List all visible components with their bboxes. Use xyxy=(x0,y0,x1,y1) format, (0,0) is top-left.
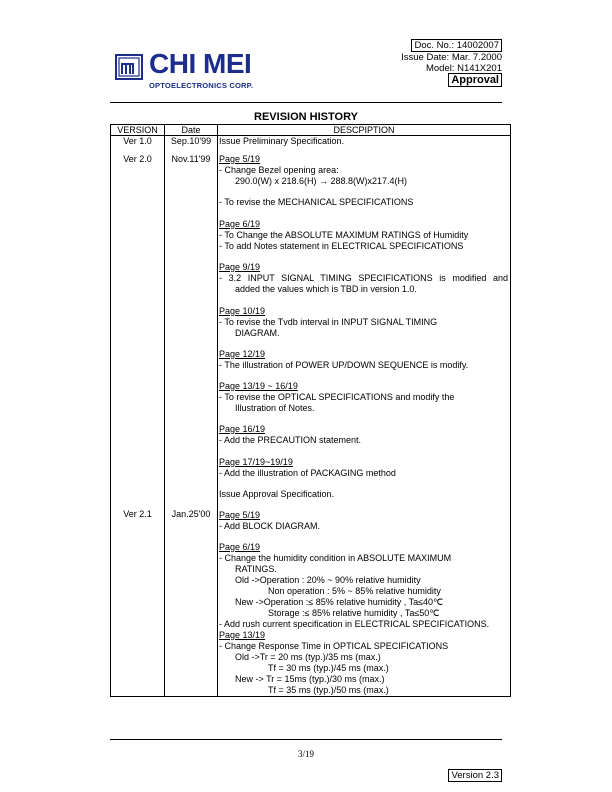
model-number: Model: N141X201 xyxy=(425,63,502,74)
version-value: Ver 2.0 xyxy=(123,154,152,164)
description-line: Old ->Tr = 20 ms (typ.)/35 ms (max.) xyxy=(235,652,381,662)
version-value: Ver 2.1 xyxy=(123,509,152,519)
company-subtitle: OPTOELECTRONICS CORP. xyxy=(149,81,254,90)
page-reference: Page 16/19 xyxy=(219,424,266,434)
description-line: Tf = 30 ms (typ.)/45 ms (max.) xyxy=(268,663,389,673)
table-row xyxy=(111,136,511,697)
description-line: - Add rush current specification in ELECTRICAL SPECIFICATIONS. xyxy=(219,619,490,629)
page-reference: Page 9/19 xyxy=(219,262,261,272)
description-line: - Add BLOCK DIAGRAM. xyxy=(219,521,321,531)
column-header-description: DESCPIPTION xyxy=(218,125,511,136)
page-reference: Page 5/19 xyxy=(219,154,261,164)
date-cell xyxy=(165,136,218,697)
description-line: New ->Operation :≤ 85% relative humidity , Ta≤40℃ xyxy=(235,597,444,607)
description-line: - To revise the MECHANICAL SPECIFICATIONS xyxy=(219,197,414,207)
page-reference: Page 12/19 xyxy=(219,349,266,359)
page-reference: Page 13/19 xyxy=(219,630,266,640)
description-line: New -> Tr = 15ms (typ.)/30 ms (max.) xyxy=(235,674,385,684)
page-reference: Page 5/19 xyxy=(219,510,261,520)
page-reference: Page 17/19~19/19 xyxy=(219,457,293,467)
description-line: - Add the illustration of PACKAGING method xyxy=(219,468,396,478)
version-footer: Version 2.3 xyxy=(448,770,502,781)
description-line: - Change the humidity condition in ABSOLUTE MAXIMUM xyxy=(219,553,452,563)
description-line: Illustration of Notes. xyxy=(235,403,315,413)
page-reference: Page 10/19 xyxy=(219,306,266,316)
description-line: Issue Preliminary Specification. xyxy=(219,136,345,146)
description-line: Old ->Operation : 20% ~ 90% relative humidity xyxy=(235,575,421,585)
description-line: Tf = 35 ms (typ.)/50 ms (max.) xyxy=(268,685,389,695)
version-value: Ver 1.0 xyxy=(123,136,152,146)
column-header-date: Date xyxy=(165,125,218,136)
page-reference: Page 6/19 xyxy=(219,542,261,552)
column-header-version: VERSION xyxy=(111,125,165,136)
approval-status: Approval xyxy=(448,74,502,86)
revision-table xyxy=(110,124,511,697)
page-title: REVISION HISTORY xyxy=(254,111,358,123)
description-line: - To Change the ABSOLUTE MAXIMUM RATINGS of Humidity xyxy=(219,230,469,240)
description-line: 290.0(W) x 218.6(H) → 288.8(W)x217.4(H) xyxy=(235,176,408,186)
description-line: Non operation : 5% ~ 85% relative humidity xyxy=(268,586,441,596)
description-line: - Change Bezel opening area: xyxy=(219,165,339,175)
description-line: added the values which is TBD in version 1.0. xyxy=(235,284,417,294)
description-line: - Add the PRECAUTION statement. xyxy=(219,435,362,445)
date-value: Sep.10'99 xyxy=(170,136,212,146)
company-name: CHI MEI xyxy=(149,48,252,79)
table-header-row xyxy=(111,125,511,136)
version-cell xyxy=(111,136,165,697)
company-logo-icon xyxy=(115,54,143,80)
description-line: - To revise the OPTICAL SPECIFICATIONS and modify the xyxy=(219,392,455,402)
description-line: Issue Approval Specification. xyxy=(219,489,335,499)
description-line: - To add Notes statement in ELECTRICAL SPECIFICATIONS xyxy=(219,241,464,251)
header-divider xyxy=(110,102,502,103)
footer-divider xyxy=(110,739,502,740)
issue-date: Issue Date: Mar. 7.2000 xyxy=(401,52,502,63)
page-number: 3/19 xyxy=(297,749,314,759)
description-line: Storage :≤ 85% relative humidity , Ta≤50℃ xyxy=(268,608,440,618)
description-cell xyxy=(218,136,511,697)
date-value: Jan.25'00 xyxy=(171,509,211,519)
page-reference: Page 13/19 ~ 16/19 xyxy=(219,381,298,391)
description-line: - 3.2 INPUT SIGNAL TIMING SPECIFICATIONS is modified and xyxy=(219,273,508,283)
description-line: DIAGRAM. xyxy=(235,328,280,338)
doc-number: Doc. No.: 14002007 xyxy=(411,40,502,51)
page-reference: Page 6/19 xyxy=(219,219,261,229)
description-line: - The illustration of POWER UP/DOWN SEQUENCE is modify. xyxy=(219,360,469,370)
description-line: RATINGS. xyxy=(235,564,277,574)
description-line: - Change Response Time in OPTICAL SPECIFICATIONS xyxy=(219,641,449,651)
description-line: - To revise the Tvdb interval in INPUT SIGNAL TIMING xyxy=(219,317,438,327)
date-value: Nov.11'99 xyxy=(171,154,211,164)
